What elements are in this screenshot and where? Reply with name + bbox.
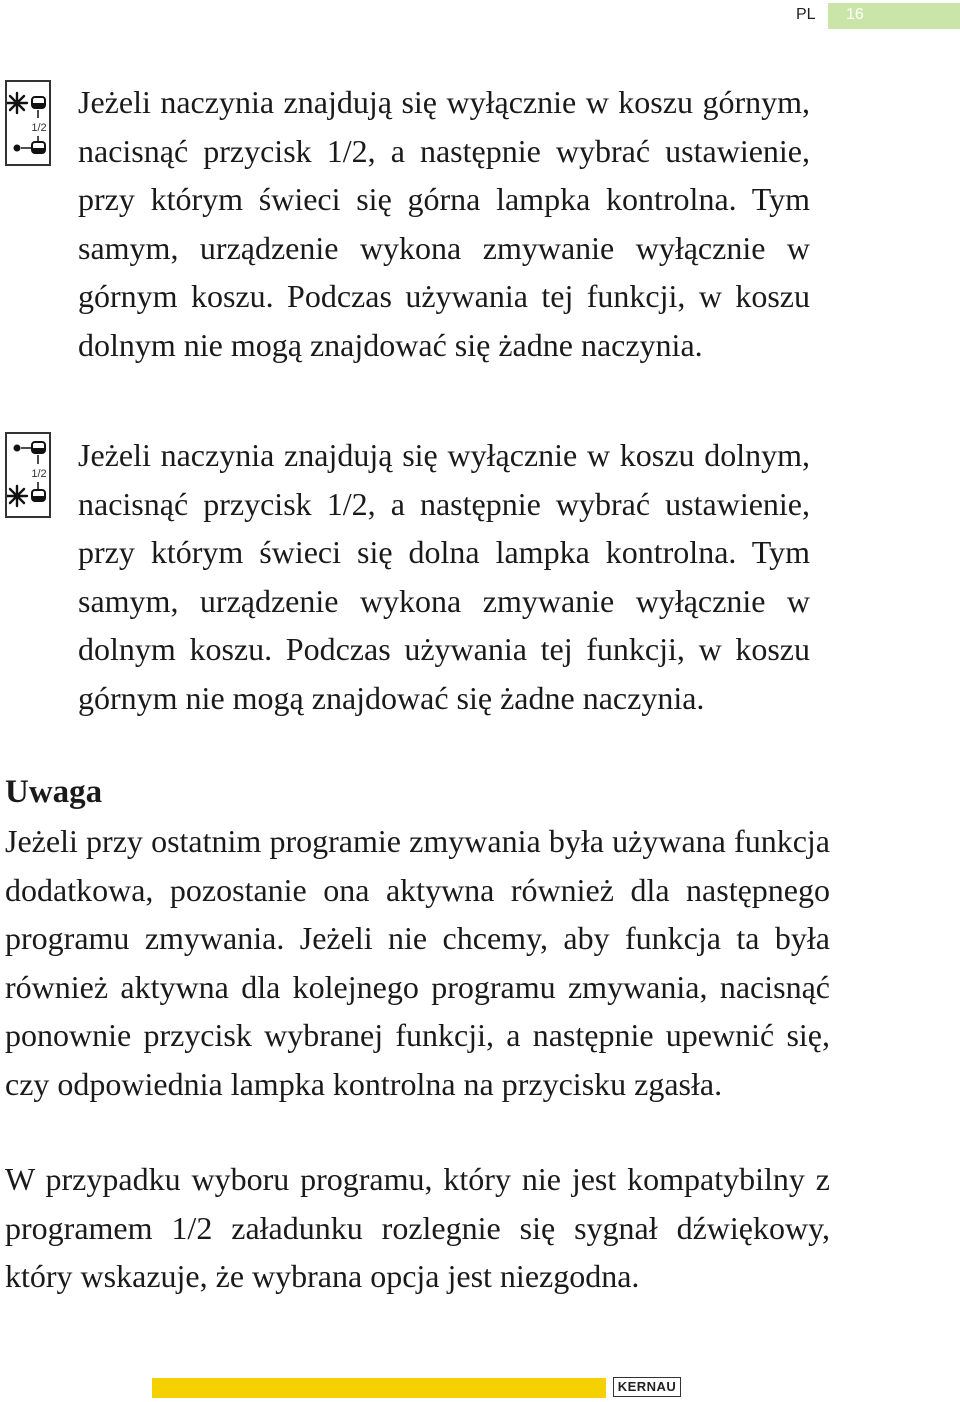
half-load-lower-basket-icon [5, 432, 51, 518]
half-load-upper-basket-icon [5, 80, 51, 166]
note-paragraph-2: W przypadku wyboru programu, który nie jest kompatybilny z programem 1/2 załadunku rozlegnie się sygnał dźwiękowy, który wskazuje, że wybrana opcja jest niezgodna. [5, 1161, 830, 1294]
half-load-label: 1/2 [31, 122, 47, 134]
section-lower-basket-text: Jeżeli naczynia znajdują się wyłącznie w koszu dolnym, nacisnąć przycisk 1/2, a następnie wybrać ustawienie, przy którym świeci się dolna lampka kontrolna. Tym samym, urządzenie wykona zmywanie wyłącznie w dolnym koszu. Podczas używania tej funkcji, w koszu górnym nie mogą znajdować się żadne naczynia. [78, 437, 810, 716]
section-upper-basket-text: Jeżeli naczynia znajdują się wyłącznie w koszu górnym, nacisnąć przycisk 1/2, a następnie wybrać ustawienie, przy którym świeci się górna lampka kontrolna. Tym samym, urządzenie wykona zmywanie wyłącznie w górnym koszu. Podczas używania tej funkcji, w koszu dolnym nie mogą znajdować się żadne naczynia. [78, 84, 810, 363]
note-paragraph-1: Jeżeli przy ostatnim programie zmywania była używana funkcja dodatkowa, pozostanie ona aktywna również dla następnego programu zmywania. Jeżeli nie chcemy, aby funkcja ta była również aktywna dla kolejnego programu zmywania, nacisnąć ponownie przycisk wybranej funkcji, a następnie upewnić się, czy odpowiednia lampka kontrolna na przycisku zgasła. [5, 823, 830, 1102]
brand-logo: KERNAU [613, 1377, 681, 1397]
page-number: 16 [846, 6, 864, 23]
half-load-label: 1/2 [31, 468, 47, 480]
note-heading: Uwaga [5, 774, 103, 810]
footer-accent-bar [152, 1378, 606, 1398]
language-label: PL [796, 6, 816, 23]
